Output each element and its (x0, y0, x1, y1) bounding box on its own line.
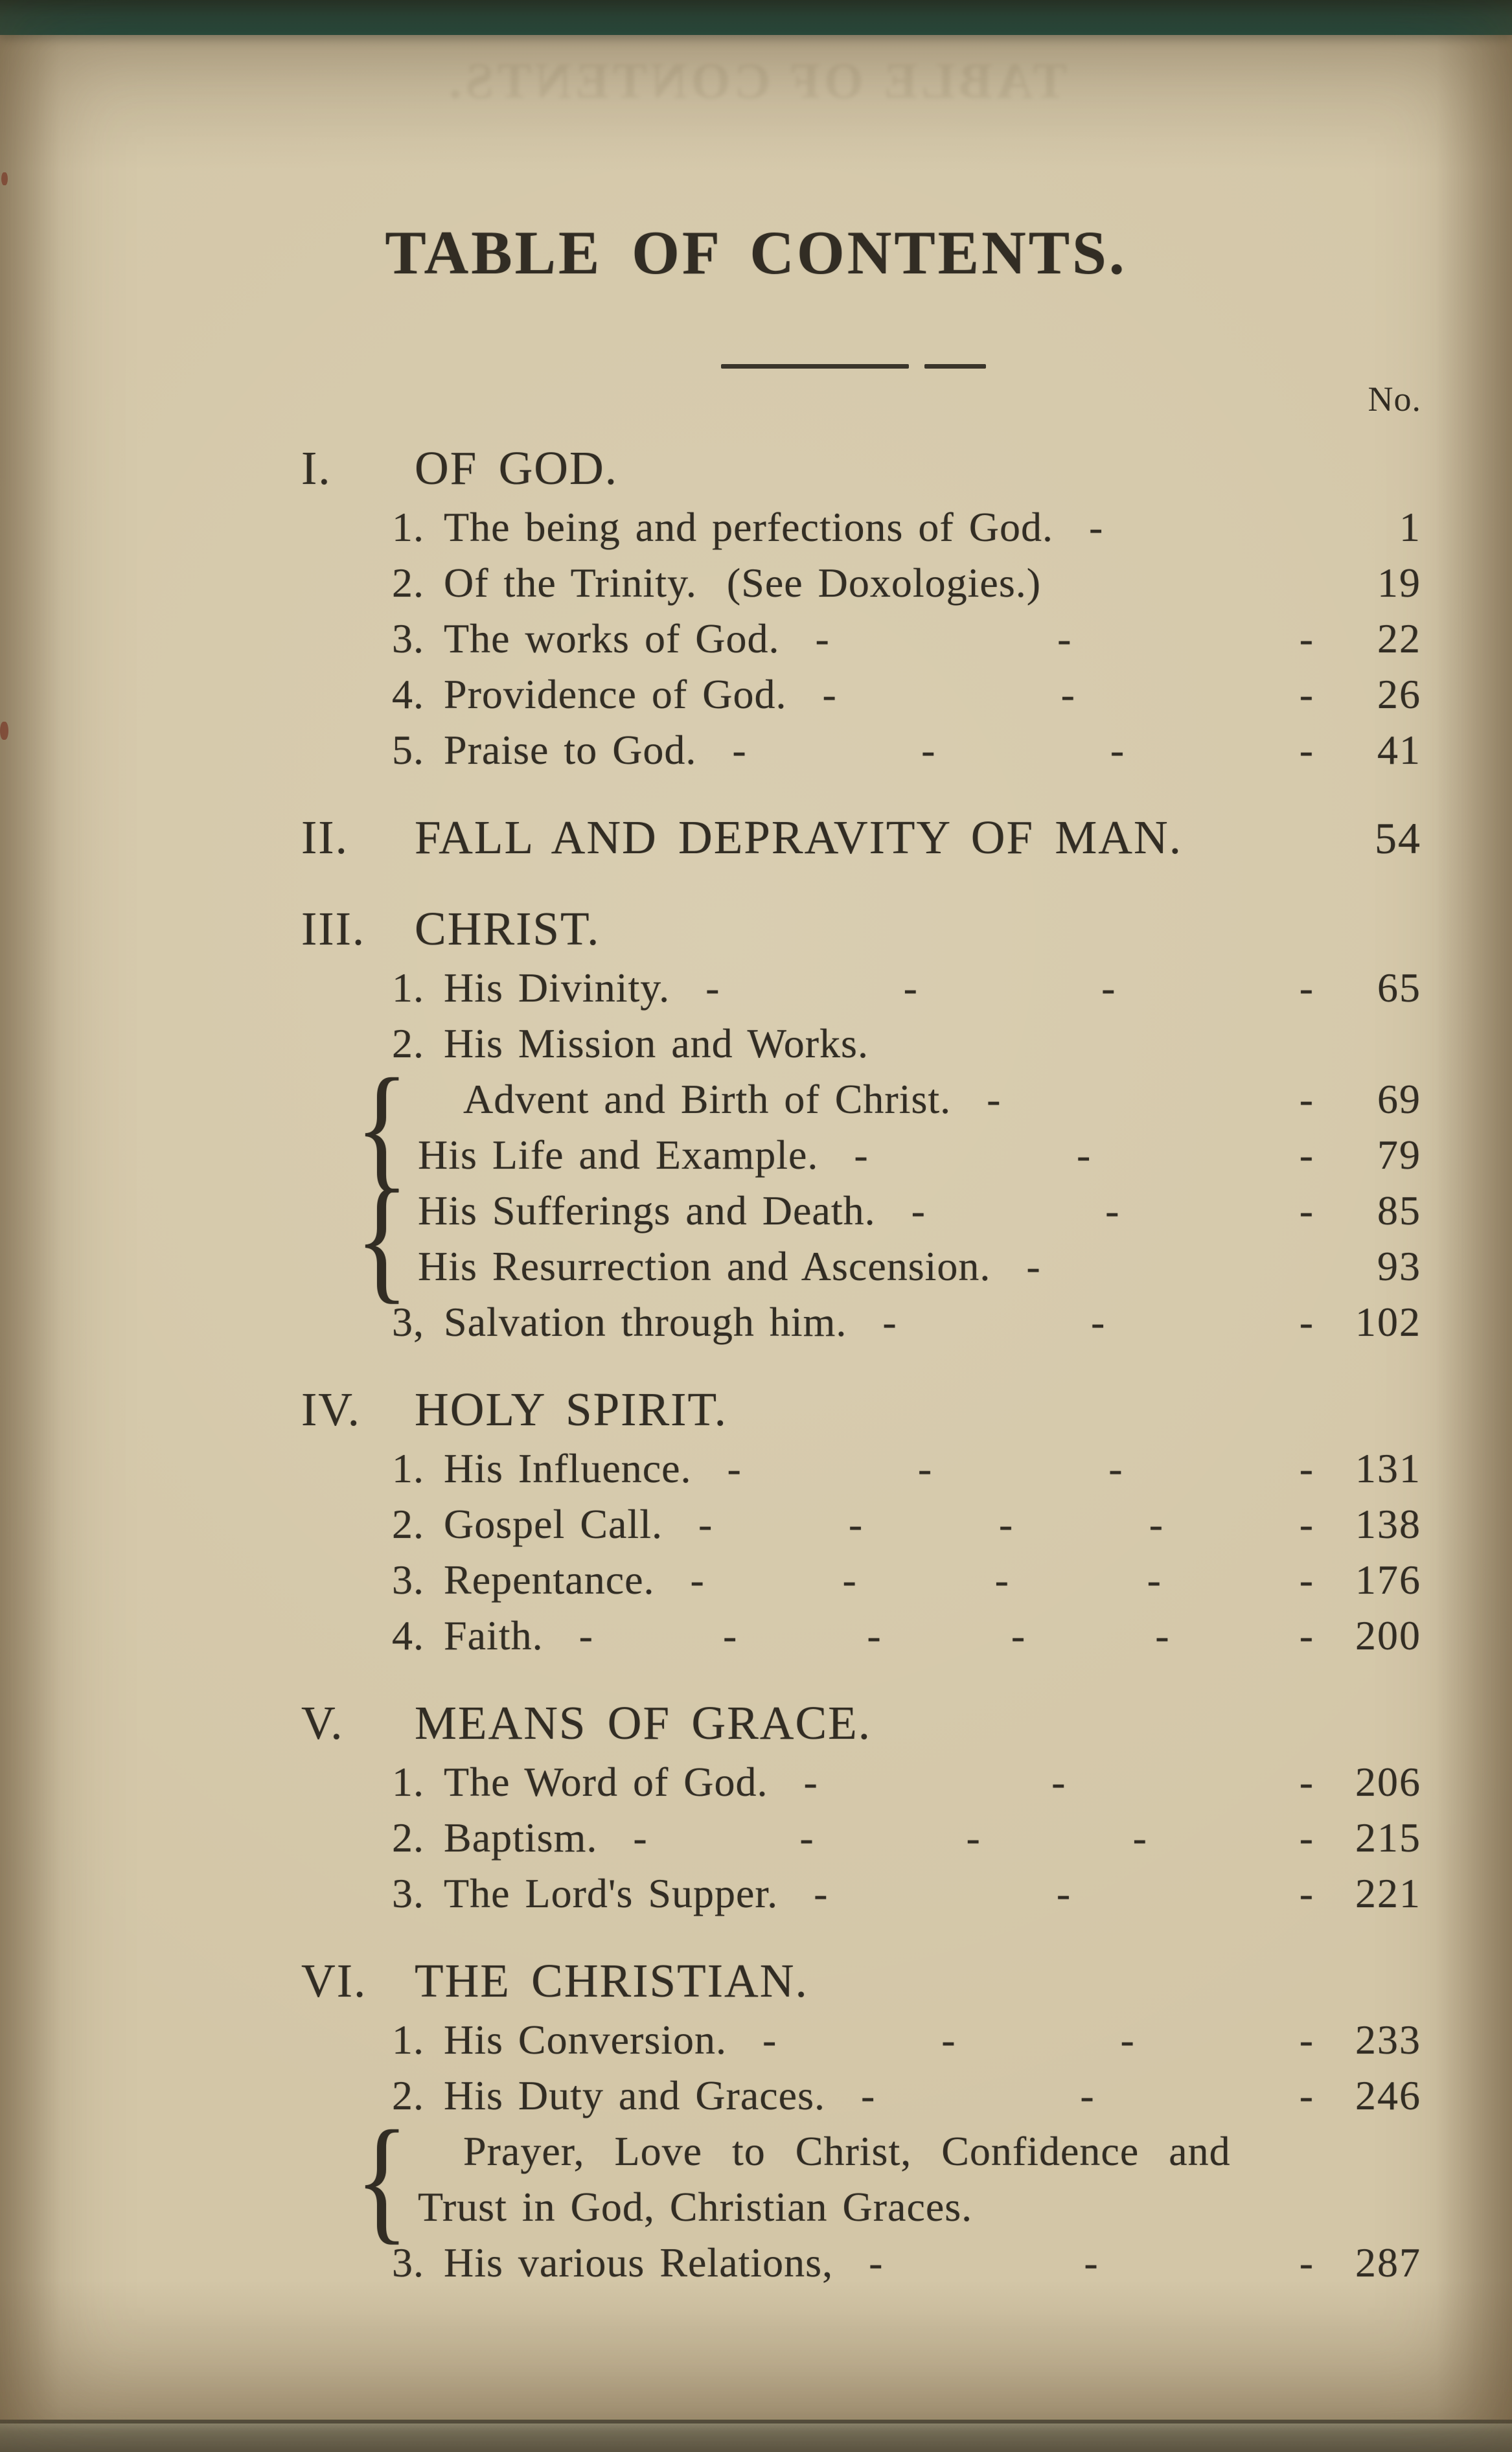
entry-text: The Word of God. (444, 1759, 768, 1805)
page-number: 287 (1355, 2240, 1421, 2286)
entry-text: Salvation through him. (444, 1299, 847, 1345)
entry-number: 4. (392, 671, 424, 717)
page-number: 22 (1377, 615, 1421, 661)
entry-text: His Conversion. (444, 2017, 727, 2063)
dash-leader: - - - - - - (578, 1612, 1314, 1658)
dash-leader: - - - (822, 671, 1314, 717)
entry-text: His Influence. (444, 1445, 692, 1491)
section-row-the-christian (272, 1950, 1434, 2012)
dash-leader: - - - - - (698, 1501, 1314, 1547)
entry-text: His Sufferings and Death. (418, 1187, 876, 1233)
toc-entry (272, 611, 1434, 667)
dash-leader: - - (987, 1076, 1314, 1122)
page-number: 206 (1355, 1759, 1421, 1805)
page-number: 85 (1377, 1187, 1421, 1233)
page-number: 215 (1355, 1815, 1421, 1861)
entry-number: 2. (392, 1020, 424, 1066)
toc-entry (272, 2179, 1434, 2235)
brace-icon: { (355, 1161, 409, 1316)
entry-text: The works of God. (444, 615, 780, 661)
section-title: THE CHRISTIAN. (415, 1954, 808, 2007)
page-number: 93 (1377, 1243, 1421, 1289)
section-title: MEANS OF GRACE. (415, 1697, 872, 1749)
toc-entry (272, 2012, 1434, 2068)
section-title: HOLY SPIRIT. (415, 1383, 727, 1436)
toc-entry (272, 2235, 1434, 2291)
section-row-fall-and-depravity (272, 807, 1434, 869)
entry-text: Trust in God, Christian Graces. (418, 2184, 973, 2230)
brace-icon: { (355, 1049, 409, 1204)
toc-entry (272, 1183, 1434, 1239)
toc-entry (272, 1496, 1434, 1552)
page-number-column-header: No. (1368, 380, 1421, 418)
entry-number: 3, (392, 1299, 424, 1345)
dash-leader: - - - (815, 615, 1314, 661)
page-number: 1 (1399, 504, 1421, 550)
page-number: 79 (1377, 1132, 1421, 1178)
entry-text: His Duty and Graces. (444, 2072, 825, 2118)
section-row-holy-spirit (272, 1379, 1434, 1441)
toc-entry (272, 1866, 1434, 1921)
entry-number: 1. (392, 965, 424, 1011)
divider-rule (272, 364, 1434, 369)
toc-entry (272, 2068, 1434, 2124)
toc-entry (272, 1127, 1434, 1183)
entry-number: 2. (392, 2072, 424, 2118)
toc-entry (272, 1071, 1434, 1127)
entry-text: Repentance. (444, 1557, 655, 1603)
toc-entry (272, 1810, 1434, 1866)
section-numeral: III. (301, 902, 366, 955)
toc-entry (272, 1608, 1434, 1664)
entry-text: Advent and Birth of Christ. (463, 1076, 952, 1122)
toc-entry (272, 960, 1434, 1016)
page-number: 138 (1355, 1501, 1421, 1547)
page-number: 65 (1377, 965, 1421, 1011)
red-speck (0, 722, 8, 740)
toc-entry (272, 1294, 1434, 1350)
entry-text: Of the Trinity. (See Doxologies.) (444, 560, 1042, 606)
brace-icon: { (355, 2102, 409, 2256)
page-number: 131 (1355, 1445, 1421, 1491)
entry-text: His Resurrection and Ascension. (418, 1243, 991, 1289)
toc-entry (272, 2124, 1434, 2179)
entry-number: 3. (392, 1870, 424, 1916)
divider-segment (721, 364, 909, 369)
dash-leader: - - - (854, 1132, 1314, 1178)
section-title: OF GOD. (415, 442, 618, 494)
entry-text: Faith. (444, 1612, 544, 1658)
entry-number: 4. (392, 1612, 424, 1658)
entry-number: 2. (392, 560, 424, 606)
toc-entry (272, 499, 1434, 555)
dash-leader: - - - (882, 1299, 1314, 1345)
page-title: TABLE OF CONTENTS. (385, 218, 1127, 287)
toc-entry (272, 1754, 1434, 1810)
page-number: 54 (1375, 814, 1421, 863)
entry-text: His Mission and Works. (444, 1020, 869, 1066)
toc-entry (272, 722, 1434, 778)
page-number: 176 (1355, 1557, 1421, 1603)
top-edge-band (0, 0, 1512, 35)
section-numeral: IV. (301, 1383, 361, 1436)
entry-number: 1. (392, 1759, 424, 1805)
entry-text: His various Relations, (444, 2240, 834, 2286)
dash-leader: - - - - - (633, 1815, 1314, 1861)
dash-leader: - - - - - (690, 1557, 1314, 1603)
dash-leader: - - - (869, 2240, 1314, 2286)
entry-text: The being and perfections of God. (444, 504, 1053, 550)
section-numeral: I. (301, 442, 332, 494)
page-number: 233 (1355, 2017, 1421, 2063)
bleedthrough-text: TABLE OF CONTENTS. (445, 52, 1067, 109)
entry-text: Praise to God. (444, 727, 697, 773)
page-number: 200 (1355, 1612, 1421, 1658)
dash-leader: - - - - (727, 1445, 1314, 1491)
section-row-christ (272, 898, 1434, 960)
table-of-contents (272, 218, 1434, 2291)
entry-number: 3. (392, 615, 424, 661)
section-title: CHRIST. (415, 902, 601, 955)
dash-leader: - - - - (705, 965, 1314, 1011)
toc-brace-group (272, 1161, 1434, 1316)
entry-text: Providence of God. (444, 671, 787, 717)
page-number: 26 (1377, 671, 1421, 717)
page-number: 69 (1377, 1076, 1421, 1122)
page-number: 41 (1377, 727, 1421, 773)
toc-entry (272, 1016, 1434, 1071)
entry-number: 1. (392, 504, 424, 550)
toc-entry (272, 1239, 1434, 1294)
entry-number: 3. (392, 2240, 424, 2286)
entry-text: His Life and Example. (418, 1132, 819, 1178)
divider-segment (924, 364, 986, 369)
entry-number: 3. (392, 1557, 424, 1603)
section-row-means-of-grace (272, 1692, 1434, 1754)
toc-entry (272, 1552, 1434, 1608)
entry-number: 2. (392, 1501, 424, 1547)
entry-number: 2. (392, 1815, 424, 1861)
section-numeral: VI. (301, 1954, 367, 2007)
section-row-of-god (272, 437, 1434, 499)
dash-leader: - - - (911, 1187, 1314, 1233)
dash-leader: - (1026, 1243, 1042, 1289)
toc-entry (272, 1441, 1434, 1496)
entry-text: Baptism. (444, 1815, 598, 1861)
dash-leader: - (1088, 504, 1105, 550)
entry-text: Gospel Call. (444, 1501, 663, 1547)
entry-number: 5. (392, 727, 424, 773)
dash-leader: - - - (803, 1759, 1314, 1805)
page-number: 19 (1377, 560, 1421, 606)
page-number: 221 (1355, 1870, 1421, 1916)
page-number: 102 (1355, 1299, 1421, 1345)
bottom-edge-band (0, 2420, 1512, 2452)
dash-leader: - - - - (732, 727, 1314, 773)
entry-text: His Divinity. (444, 965, 670, 1011)
entry-text: Prayer, Love to Christ, Confidence and (463, 2128, 1231, 2174)
red-speck (1, 172, 8, 185)
section-numeral: II. (301, 811, 349, 864)
entry-number: 1. (392, 1445, 424, 1491)
entry-number: 1. (392, 2017, 424, 2063)
toc-entry (272, 555, 1434, 611)
toc-brace-group (272, 1049, 1434, 1204)
section-numeral: V. (301, 1697, 344, 1749)
section-title: FALL AND DEPRAVITY OF MAN. (415, 811, 1182, 864)
entry-text: The Lord's Supper. (444, 1870, 779, 1916)
dash-leader: - - - (860, 2072, 1314, 2118)
toc-entry (272, 667, 1434, 722)
dash-leader: - - - (814, 1870, 1314, 1916)
page-number: 246 (1355, 2072, 1421, 2118)
dash-leader: - - - - (762, 2017, 1314, 2063)
toc-brace-group (272, 2102, 1434, 2256)
